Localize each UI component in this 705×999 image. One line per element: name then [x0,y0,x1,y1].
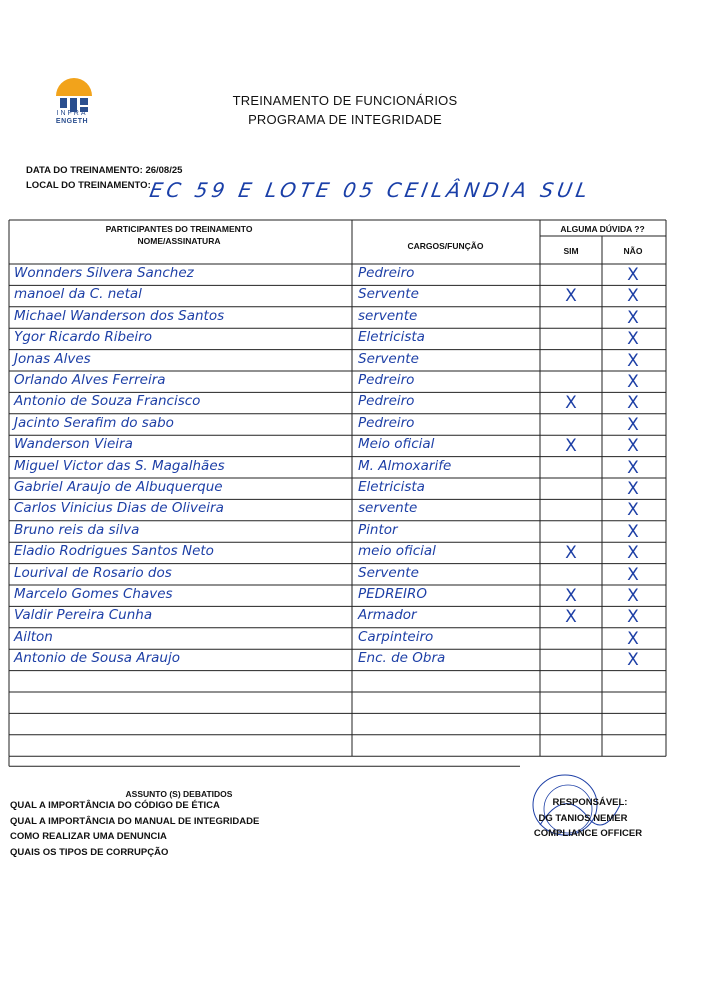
participant-name: Marcelo Gomes Chaves [14,586,173,602]
participant-role: Eletricista [358,329,425,346]
participants-header: PARTICIPANTES DO TREINAMENTO [105,224,253,234]
participant-name: manoel da C. netal [14,286,142,303]
answer-no-mark: X [627,414,639,435]
no-header: NÃO [623,246,643,256]
signature-stamp [520,765,630,855]
answer-no-mark: X [627,586,639,606]
answer-no-mark: X [627,265,639,285]
subject-item: QUAL A IMPORTÂNCIA DO CÓDIGO DE ÉTICA [10,800,220,811]
participant-name: Lourival de Rosario dos [14,564,172,581]
answer-yes-mark: X [565,607,577,628]
subjects-header: ASSUNTO (S) DEBATIDOS [125,789,233,799]
answer-no-mark: X [627,307,639,328]
yes-header: SIM [563,246,579,256]
participant-role: M. Almoxarife [358,457,452,474]
responsible-label: RESPONSÁVEL: [552,797,628,808]
answer-no-mark: X [627,286,639,307]
participant-name: Jacinto Serafim do sabo [14,414,174,431]
answer-yes-mark: X [565,393,577,414]
participant-name: Ygor Ricardo Ribeiro [14,329,152,346]
participant-role: Pedreiro [358,265,415,281]
participant-role: servente [358,307,418,324]
name-header: NOME/ASSINATURA [137,236,221,246]
participant-role: Pedreiro [358,372,415,388]
logo-line-2: ENGETH [55,118,89,125]
responsible-role: COMPLIANCE OFFICER [533,828,643,839]
participant-name: Antonio de Sousa Araujo [14,650,180,667]
role-header: CARGOS/FUNÇÃO [407,241,484,251]
answer-no-mark: X [627,500,639,521]
logo-line-1: INFRA [56,110,88,117]
answer-no-mark: X [627,457,639,478]
participant-role: Pintor [358,521,398,538]
participant-role: PEDREIRO [358,586,427,602]
participant-role: meio oficial [358,543,436,560]
page-title: TREINAMENTO DE FUNCIONÁRIOS [232,93,458,108]
training-location-value: EC 59 E LOTE 05 CEILÂNDIA SUL [147,178,594,202]
answer-yes-mark: X [565,436,577,457]
participant-role: Enc. de Obra [358,650,446,667]
page-subtitle: PROGRAMA DE INTEGRIDADE [248,112,442,127]
participant-role: servente [358,500,418,517]
training-date: DATA DO TREINAMENTO: 26/08/25 [26,165,183,176]
answer-no-mark: X [627,372,639,392]
participant-name: Orlando Alves Ferreira [14,372,166,388]
participant-role: Pedreiro [358,393,415,410]
participant-role: Servente [358,564,419,581]
training-location-label: LOCAL DO TREINAMENTO: [26,180,151,191]
answer-no-mark: X [627,607,639,628]
answer-no-mark: X [627,329,639,350]
subject-item: QUAIS OS TIPOS DE CORRUPÇÃO [10,847,169,858]
participant-role: Servente [358,350,419,367]
answer-no-mark: X [627,521,639,542]
doubt-header: ALGUMA DÚVIDA ?? [560,224,645,234]
answer-no-mark: X [627,564,639,585]
participant-name: Antonio de Souza Francisco [14,393,201,410]
participant-role: Meio oficial [358,436,435,453]
subject-item: COMO REALIZAR UMA DENUNCIA [10,831,167,842]
participant-role: Eletricista [358,479,425,495]
answer-no-mark: X [627,436,639,457]
answer-yes-mark: X [565,543,577,564]
participant-name: Michael Wanderson dos Santos [14,307,225,324]
participant-role: Servente [358,286,419,303]
answer-yes-mark: X [565,586,577,606]
participant-name: Miguel Victor das S. Magalhães [14,457,225,474]
participant-role: Pedreiro [358,414,415,431]
participant-name: Gabriel Araujo de Albuquerque [14,479,223,495]
participant-name: Bruno reis da silva [14,521,140,538]
answer-no-mark: X [627,650,639,671]
participant-role: Armador [358,607,417,624]
participant-name: Wonnders Silvera Sanchez [14,265,194,281]
answer-no-mark: X [627,479,639,499]
participant-name: Carlos Vinicius Dias de Oliveira [14,500,224,517]
participant-name: Valdir Pereira Cunha [14,607,153,624]
answer-no-mark: X [627,350,639,371]
responsible-name: DG TANIOS NEMER [538,813,628,824]
participant-role: Carpinteiro [358,628,434,645]
participant-name: Eladio Rodrigues Santos Neto [14,543,214,560]
subject-item: QUAL A IMPORTÂNCIA DO MANUAL DE INTEGRIDADE [10,816,260,827]
participant-name: Jonas Alves [14,350,91,367]
answer-yes-mark: X [565,286,577,307]
participant-name: Wanderson Vieira [14,436,133,453]
answer-no-mark: X [627,628,639,649]
answer-no-mark: X [627,393,639,414]
participant-name: Ailton [14,628,53,645]
answer-no-mark: X [627,543,639,564]
